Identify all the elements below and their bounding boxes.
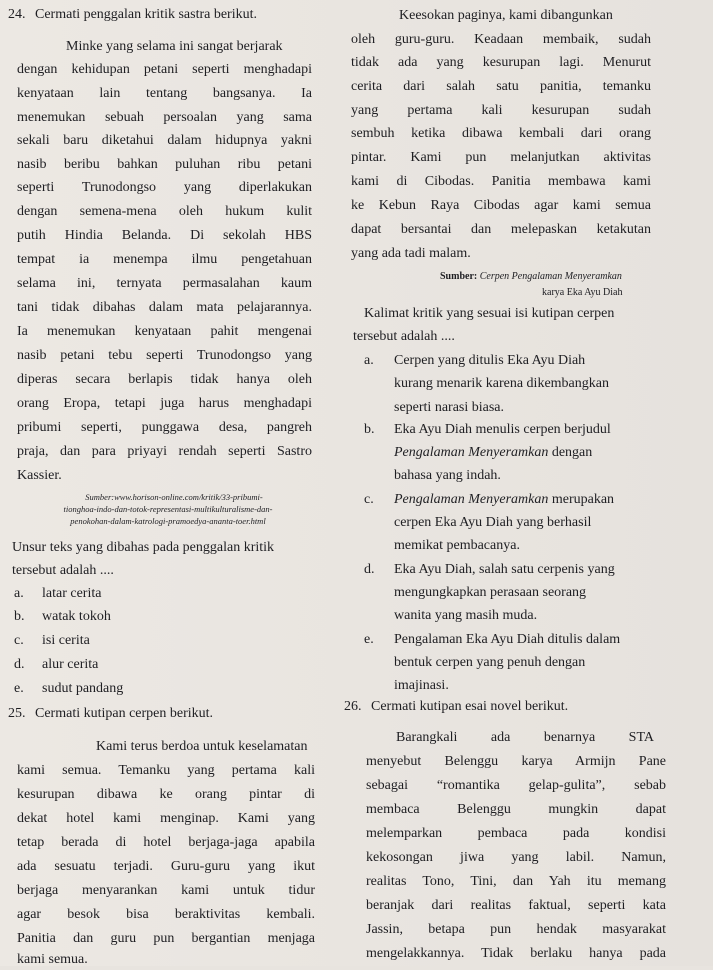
q25-passage-line: agar besok bisa beraktivitas kembali. bbox=[17, 907, 315, 922]
q25-passage-line: ke Kebun Raya Cibodas agar kami semua bbox=[351, 198, 651, 213]
q24-passage-line: pribumi seperti, punggawa desa, pangreh bbox=[17, 420, 312, 435]
q24-passage-line: orang Eropa, tetapi juga harus menghadapi bbox=[17, 396, 312, 411]
option-key: c. bbox=[364, 492, 374, 507]
q24-passage-line: praja, dan para priyayi rendah seperti Sastro bbox=[17, 444, 312, 459]
q26-passage-text: Barangkali ada benarnya STA bbox=[396, 730, 654, 745]
q25-passage-line: yang pertama kali kesurupan sudah bbox=[351, 103, 651, 118]
q25-passage-line: kami di Cibodas. Panitia membawa kami bbox=[351, 174, 651, 189]
q25-passage-line: kesurupan dibawa ke orang pintar di bbox=[17, 787, 315, 802]
option-text-rest: merupakan bbox=[548, 492, 615, 507]
q24-source-line: penokohan-dalam-katrologi-pramoedya-ananta-toer.html bbox=[70, 516, 266, 526]
source-label: Sumber: bbox=[440, 271, 478, 282]
option-key: e. bbox=[14, 681, 24, 696]
q25-passage-line: cerita dari salah satu panitia, temanku bbox=[351, 79, 651, 94]
q26-passage-line: realitas Tono, Tini, dan Yah itu memang bbox=[366, 874, 666, 889]
option-text: sudut pandang bbox=[42, 681, 124, 696]
q24-number: 24. bbox=[8, 7, 26, 22]
q25-passage-line: Keesokan paginya, kami dibangunkan bbox=[399, 8, 613, 23]
q24-passage-line: kenyataan lain tentang bangsanya. Ia bbox=[17, 86, 312, 101]
source-title: Cerpen Pengalaman Menyeramkan bbox=[479, 271, 622, 282]
q24-passage-line: Minke yang selama ini sangat berjarak bbox=[66, 39, 283, 54]
option-text: alur cerita bbox=[42, 657, 99, 672]
q24-source-line: Sumber:www.horison-online.com/kritik/33-pribumi- bbox=[85, 492, 263, 502]
q25-question-line: tersebut adalah .... bbox=[353, 329, 455, 344]
q24-passage-line: tempat ia menempa ilmu pengetahuan bbox=[17, 252, 312, 267]
q24-passage-line: seperti Trunodongso yang diperlakukan bbox=[17, 180, 312, 195]
option-key: a. bbox=[14, 586, 24, 601]
option-text: mengungkapkan perasaan seorang bbox=[394, 585, 587, 600]
option-text: seperti narasi biasa. bbox=[394, 400, 505, 415]
option-text: Pengalaman Eka Ayu Diah ditulis dalam bbox=[394, 632, 621, 647]
option-text: memikat pembacanya. bbox=[394, 538, 520, 553]
option-text: wanita yang masih muda. bbox=[394, 608, 538, 623]
q25-passage-line: kami semua. bbox=[17, 952, 88, 967]
option-key: d. bbox=[14, 657, 25, 672]
q24-question-line: tersebut adalah .... bbox=[12, 563, 114, 578]
option-text: Eka Ayu Diah menulis cerpen berjudul bbox=[394, 422, 611, 437]
q26-instruction: Cermati kutipan esai novel berikut. bbox=[371, 699, 569, 714]
q24-source-line: tionghoa-indo-dan-totok-representasi-multikulturalisme-dan- bbox=[63, 504, 273, 514]
q24-question-line: Unsur teks yang dibahas pada penggalan kritik bbox=[12, 540, 275, 555]
q26-number: 26. bbox=[344, 699, 362, 714]
q26-passage-line: melemparkan pembaca pada kondisi bbox=[366, 826, 666, 841]
q25-passage-line: pintar. Kami pun melanjutkan aktivitas bbox=[351, 150, 651, 165]
title-italic: Pengalaman Menyeramkan bbox=[394, 445, 549, 460]
option-key: d. bbox=[364, 562, 375, 577]
option-text: imajinasi. bbox=[394, 678, 449, 693]
q25-passage-line: Panitia dan guru pun bergantian menjaga bbox=[17, 931, 315, 946]
q24-passage-line: sekali baru diketahui dalam hidupnya yakni bbox=[17, 133, 312, 148]
option-key: e. bbox=[364, 632, 374, 647]
option-text: bahasa yang indah. bbox=[394, 468, 501, 483]
q25-passage-line: sembuh ketika dibawa kembali dari orang bbox=[351, 126, 651, 141]
q24-passage-line: menemukan sebuah persoalan yang sama bbox=[17, 110, 312, 125]
q26-passage-line bbox=[396, 728, 654, 748]
option-key: c. bbox=[14, 633, 24, 648]
q24-passage-line: nasib petani tebu seperti Trunodongso yang bbox=[17, 348, 312, 363]
q24-instruction: Cermati penggalan kritik sastra berikut. bbox=[35, 7, 257, 22]
q25-passage-line: tidak ada yang kesurupan lagi. Menurut bbox=[351, 55, 651, 70]
q25-source-author: karya Eka Ayu Diah bbox=[542, 287, 623, 298]
q24-passage-line: nasib beribu bahkan puluhan ribu petani bbox=[17, 157, 312, 172]
q26-passage-line: sebagai “romantika gelap-gulita”, sebab bbox=[366, 778, 666, 793]
q26-passage-line: menyebut Belenggu karya Armijn Pane bbox=[366, 754, 666, 769]
option-text: Eka Ayu Diah, salah satu cerpenis yang bbox=[394, 562, 615, 577]
q25-passage-line: kami semua. Temanku yang pertama kali bbox=[17, 763, 315, 778]
option-text: kurang menarik karena dikembangkan bbox=[394, 376, 609, 391]
q25-passage-line: berjaga menyarankan kami untuk tidur bbox=[17, 883, 315, 898]
q25-passage-line: Kami terus berdoa untuk keselamatan bbox=[96, 739, 308, 754]
option-text: bentuk cerpen yang penuh dengan bbox=[394, 655, 586, 670]
option-text: cerpen Eka Ayu Diah yang berhasil bbox=[394, 515, 592, 530]
option-text-rest: dengan bbox=[548, 445, 593, 460]
q24-passage-line: selama ini, ternyata permasalahan kaum bbox=[17, 276, 312, 291]
option-text bbox=[394, 443, 592, 463]
q26-passage-line: mengelakkannya. Tidak berlaku hanya pada bbox=[366, 946, 666, 961]
q25-passage-line: ada sesuatu terjadi. Guru-guru yang ikut bbox=[17, 859, 315, 874]
q26-passage-line: membaca Belenggu mungkin dapat bbox=[366, 802, 666, 817]
q26-passage-line: kekosongan jiwa yang labil. Namun, bbox=[366, 850, 666, 865]
option-text: isi cerita bbox=[42, 633, 90, 648]
q24-passage-line: Ia menemukan kenyataan pahit mengenai bbox=[17, 324, 312, 339]
q25-passage-line: oleh guru-guru. Keadaan membaik, sudah bbox=[351, 32, 651, 47]
q24-passage-line: dengan kehidupan petani seperti menghadapi bbox=[17, 62, 312, 77]
option-key: b. bbox=[364, 422, 375, 437]
option-text: latar cerita bbox=[42, 586, 102, 601]
q25-source bbox=[440, 270, 622, 283]
title-italic: Pengalaman Menyeramkan bbox=[394, 492, 549, 507]
q24-passage-line: tani tidak dibahas dalam mata pelajarannya. bbox=[17, 300, 312, 315]
q26-passage-line: beranjak dari realitas faktual, seperti kata bbox=[366, 898, 666, 913]
q26-passage-line: Jassin, betapa pun hendak masyarakat bbox=[366, 922, 666, 937]
q24-passage-line: Kassier. bbox=[17, 468, 62, 483]
option-key: b. bbox=[14, 609, 25, 624]
option-key: a. bbox=[364, 353, 374, 368]
q25-question-line: Kalimat kritik yang sesuai isi kutipan cerpen bbox=[364, 306, 615, 321]
q24-passage-line: diperas secara berlapis tidak hanya oleh bbox=[17, 372, 312, 387]
q24-passage-line: dengan semena-mena oleh hukum kulit bbox=[17, 204, 312, 219]
option-text bbox=[394, 490, 614, 510]
q25-number: 25. bbox=[8, 706, 26, 721]
q25-instruction: Cermati kutipan cerpen berikut. bbox=[35, 706, 214, 721]
q25-passage-line: dekat hotel kami menginap. Kami yang bbox=[17, 811, 315, 826]
q25-passage-line: yang ada tadi malam. bbox=[351, 246, 471, 261]
option-text: Cerpen yang ditulis Eka Ayu Diah bbox=[394, 353, 586, 368]
q24-passage-line: putih Hindia Belanda. Di sekolah HBS bbox=[17, 228, 312, 243]
q25-passage-line: tetap berada di hotel berjaga-jaga apabila bbox=[17, 835, 315, 850]
option-text: watak tokoh bbox=[42, 609, 111, 624]
q25-passage-line: dapat bersantai dan melepaskan ketakutan bbox=[351, 222, 651, 237]
